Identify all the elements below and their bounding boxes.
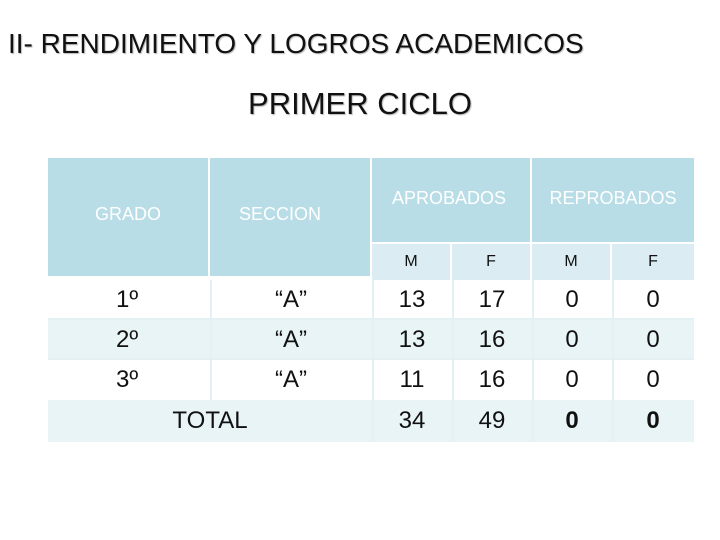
table-cell-aprobados-m: 13 (398, 326, 426, 353)
table-cell-aprobados-m: 13 (398, 286, 426, 313)
table-cell-reprobados-m: 0 (565, 366, 579, 393)
header-grado (48, 158, 210, 278)
subheader-reprobados-m: M (532, 244, 612, 280)
table-cell-reprobados-f: 0 (646, 366, 660, 393)
header-seccion-label: SECCION (238, 203, 321, 224)
table-cell-grado: 3º (116, 366, 139, 393)
subheader-aprobados-f: F (452, 244, 532, 280)
subheader-aprobados-m: M (372, 244, 452, 280)
table-cell-reprobados-m: 0 (565, 326, 579, 353)
slide-subtitle: PRIMER CICLO (248, 86, 472, 121)
header-seccion (210, 158, 372, 278)
total-label: TOTAL (172, 407, 248, 434)
table-cell-reprobados-f: 0 (646, 326, 660, 353)
total-aprobados-m: 34 (398, 407, 426, 434)
table-cell-seccion: “A” (275, 286, 307, 313)
header-reprobados (532, 158, 694, 244)
table-cell-reprobados-f: 0 (646, 286, 660, 313)
table-cell-reprobados-m: 0 (565, 286, 579, 313)
total-aprobados-f: 49 (478, 407, 506, 434)
table-cell-grado: 1º (116, 286, 139, 313)
slide-title: II- RENDIMIENTO Y LOGROS ACADEMICOS (8, 28, 584, 59)
header-aprobados-label: APROBADOS (391, 187, 507, 208)
table-cell-grado: 2º (116, 326, 139, 353)
table-cell-aprobados-m: 11 (399, 366, 425, 393)
header-aprobados (372, 158, 532, 244)
total-reprobados-f: 0 (646, 407, 660, 434)
table-cell-aprobados-f: 16 (478, 366, 506, 393)
table-cell-seccion: “A” (275, 326, 307, 353)
table-cell-aprobados-f: 16 (478, 326, 506, 353)
subheader-reprobados-f: F (612, 244, 694, 280)
header-reprobados-label: REPROBADOS (549, 187, 677, 208)
table-cell-seccion: “A” (275, 366, 307, 393)
header-grado-label: GRADO (94, 203, 161, 224)
table-cell-aprobados-f: 17 (478, 286, 506, 313)
total-reprobados-m: 0 (565, 407, 579, 434)
